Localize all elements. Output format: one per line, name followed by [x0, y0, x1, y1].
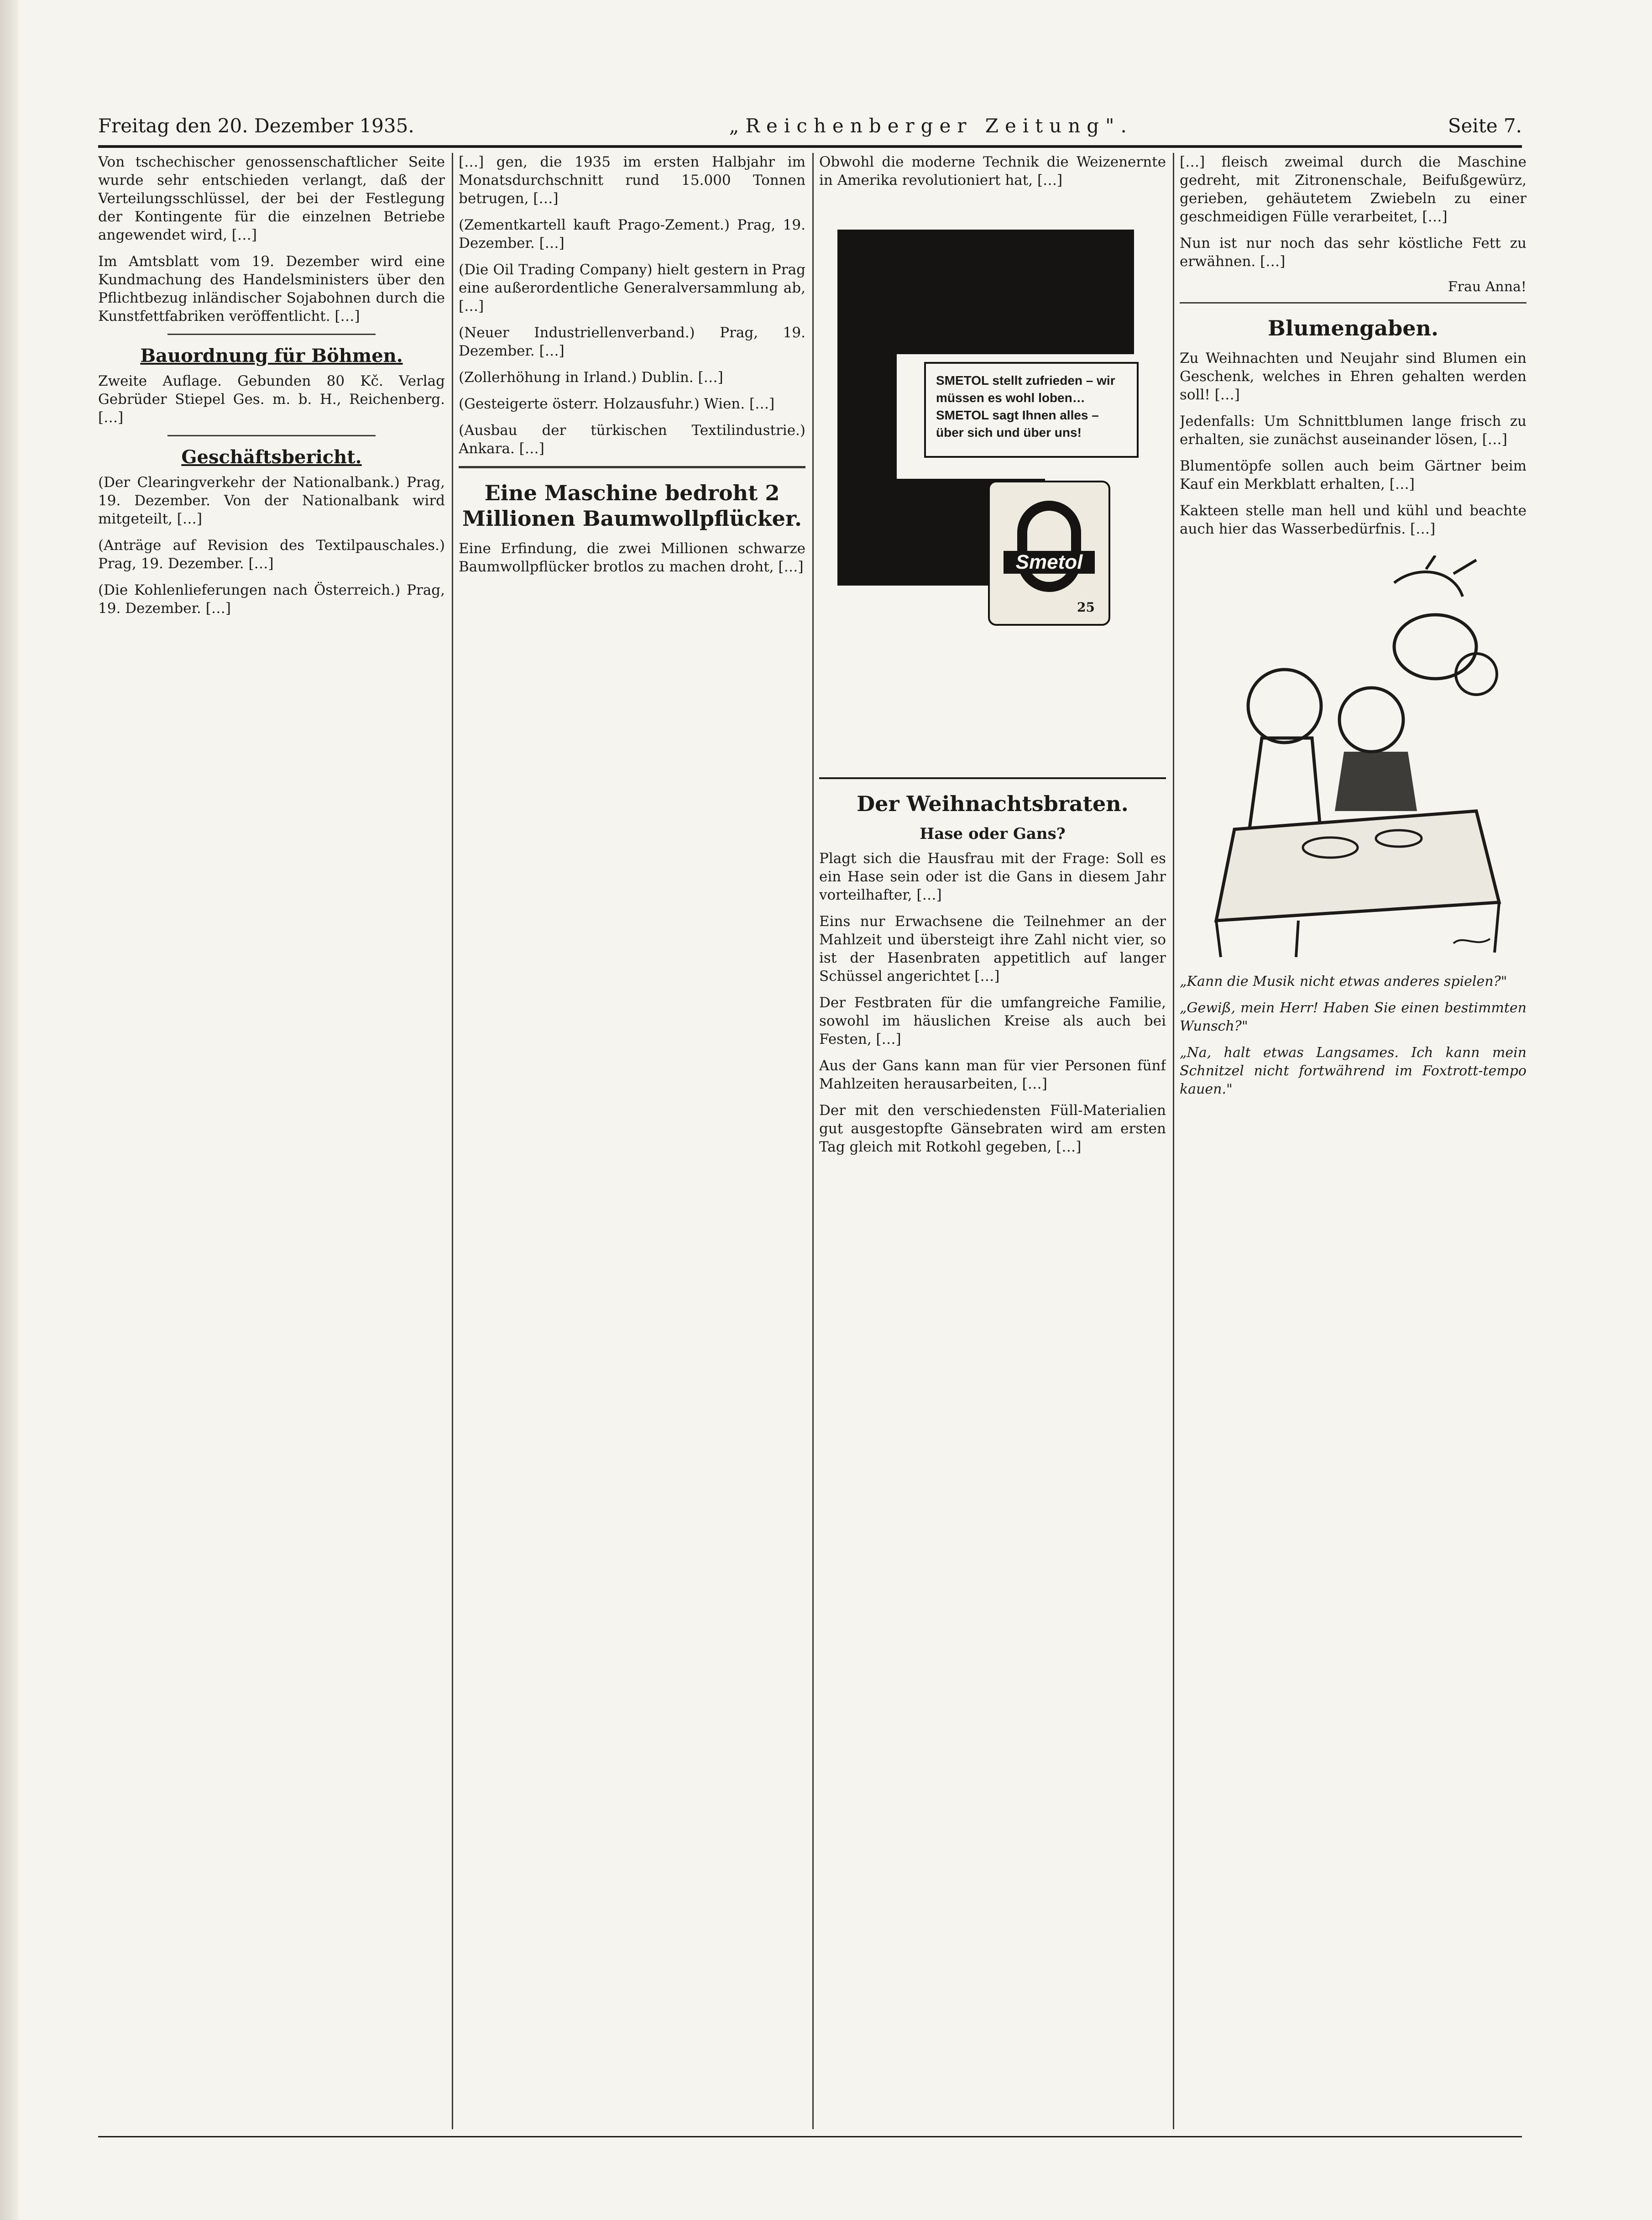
page-header [98, 112, 1522, 139]
article-text: […] gen, die 1935 im ersten Halbjahr im Monatsdurchschnitt rund 15.000 Tonnen betrugen, […] [459, 154, 805, 207]
issue-date: Freitag den 20. Dezember 1935. [98, 114, 414, 137]
ad-slogan-1: SMETOL stellt zufrieden – wir müssen es wohl loben… [936, 373, 1115, 405]
s-logo-icon [1017, 501, 1081, 592]
article-text: (Gesteigerte österr. Holzausfuhr.) Wien. […] [459, 396, 775, 412]
column-2 [459, 153, 805, 2129]
smetol-package-image [988, 481, 1110, 626]
article-text: Nun ist nur noch das sehr köstliche Fett zu erwähnen. […] [1180, 235, 1527, 270]
article-headline: Blumengaben. [1267, 316, 1439, 340]
article-text: Kakteen stelle man hell und kühl und beachte auch hier das Wasserbedürfnis. […] [1180, 503, 1527, 537]
binding-margin [0, 0, 18, 2220]
column-divider [1173, 153, 1174, 2129]
caption-line: „Kann die Musik nicht etwas anderes spielen?" [1180, 974, 1507, 990]
package-number: 25 [1077, 600, 1095, 615]
article-text: Zu Weihnachten und Neujahr sind Blumen ein Geschenk, welches in Ehren gehalten werden soll! […] [1180, 350, 1527, 403]
article-text: Blumentöpfe sollen auch beim Gärtner beim Kauf ein Merkblatt erhalten, […] [1180, 458, 1527, 492]
section-heading: Geschäftsbericht. [181, 446, 362, 468]
article-text: Obwohl die moderne Technik die Weizenernte in Amerika revolutioniert hat, […] [819, 154, 1166, 188]
article-text: Eins nur Erwachsene die Teilnehmer an der Mahlzeit und übersteigt ihre Zahl nicht vier, so ist der Hasenbraten appetitlich auf langer Schüssel angerichtet […] [819, 913, 1166, 984]
caption-line: „Gewiß, mein Herr! Haben Sie einen bestimmten Wunsch?" [1180, 1000, 1527, 1034]
column-3 [819, 153, 1166, 2129]
column-4 [1180, 153, 1527, 2129]
ad-slogan-2: SMETOL sagt Ihnen alles – über sich und über uns! [936, 408, 1099, 440]
article-text: Aus der Gans kann man für vier Personen fünf Mahlzeiten herausarbeiten, […] [819, 1058, 1166, 1092]
article-text: (Der Clearingverkehr der Nationalbank.) Prag, 19. Dezember. Von der Nationalbank wird mitgeteilt, […] [98, 474, 445, 527]
article-text: (Anträge auf Revision des Textilpauschales.) Prag, 19. Dezember. […] [98, 537, 445, 572]
article-text: Eine Erfindung, die zwei Millionen schwarze Baumwollpflücker brotlos zu machen droht, […] [459, 540, 805, 575]
article-text: (Die Oil Trading Company) hielt gestern in Prag eine außerordentliche Generalversammlung ab, […] [459, 262, 805, 314]
article-text: (Die Kohlenlieferungen nach Österreich.) Prag, 19. Dezember. […] [98, 582, 445, 617]
page-number: Seite 7. [1448, 114, 1522, 137]
column-1 [98, 153, 445, 2129]
ad-text-box [924, 362, 1139, 458]
article-text: (Zementkartell kauft Prago-Zement.) Prag, 19. Dezember. […] [459, 217, 805, 251]
cartoon-caption [1180, 973, 1527, 1099]
column-divider [452, 153, 453, 2129]
column-divider [812, 153, 814, 2129]
article-text: (Neuer Industriellenverband.) Prag, 19. Dezember. […] [459, 325, 805, 359]
package-brand: Smetol [1004, 551, 1095, 574]
article-text: […] fleisch zweimal durch die Maschine gedreht, mit Zitronenschale, Beifußgewürz, gerieben, gehäutetem Zwiebeln zu einer geschmeidigen Fülle verarbeitet, […] [1180, 154, 1527, 225]
section-heading: Bauordnung für Böhmen. [140, 345, 403, 367]
article-text: Jedenfalls: Um Schnittblumen lange frisch zu erhalten, sie zunächst auseinander lösen, […] [1180, 413, 1527, 448]
article-headline: Eine Maschine bedroht 2 Millionen Baumwollpflücker. [462, 481, 802, 531]
article-text: Plagt sich die Hausfrau mit der Frage: Soll es ein Hase sein oder ist die Gans in diesem Jahr vorteilhafter, […] [819, 850, 1166, 903]
divider [1180, 302, 1527, 304]
article-headline: Der Weihnachtsbraten. [857, 791, 1129, 816]
article-subheading: Hase oder Gans? [920, 825, 1066, 843]
article-signature: Frau Anna! [1448, 279, 1527, 295]
cartoon-illustration [1180, 555, 1527, 966]
article-text: (Ausbau der türkischen Textilindustrie.) Ankara. […] [459, 422, 805, 457]
footer-rule [98, 2136, 1522, 2137]
article-text: Der Festbraten für die umfangreiche Familie, sowohl im häuslichen Kreise als auch bei Festen, […] [819, 995, 1166, 1047]
article-text: Von tschechischer genossenschaftlicher Seite wurde sehr entschieden verlangt, daß der Verteilungsschlüssel, der bei der Festlegung der Kontingente für die einzelnen Betriebe angewendet wird, […] [98, 154, 445, 243]
article-text: Der mit den verschiedensten Füll-Materialien gut ausgestopfte Gänsebraten wird am ersten Tag gleich mit Rotkohl gegeben, […] [819, 1102, 1166, 1155]
smetol-advertisement [819, 198, 1166, 779]
article-text: Im Amtsblatt vom 19. Dezember wird eine Kundmachung des Handelsministers über den Pflichtbezug inländischer Sojabohnen durch die Kunstfettfabriken veröffentlicht. […] [98, 253, 445, 325]
header-rule [98, 145, 1522, 148]
article-text: (Zollerhöhung in Irland.) Dublin. […] [459, 369, 723, 386]
caption-line: „Na, halt etwas Langsames. Ich kann mein Schnitzel nicht fortwährend im Foxtrott-tempo kauen." [1180, 1045, 1527, 1097]
article-text: Zweite Auflage. Gebunden 80 Kč. Verlag Gebrüder Stiepel Ges. m. b. H., Reichenberg. […] [98, 373, 445, 426]
divider [167, 334, 376, 335]
divider [167, 435, 376, 436]
divider [459, 466, 805, 468]
masthead: „Reichenberger Zeitung". [729, 114, 1133, 137]
